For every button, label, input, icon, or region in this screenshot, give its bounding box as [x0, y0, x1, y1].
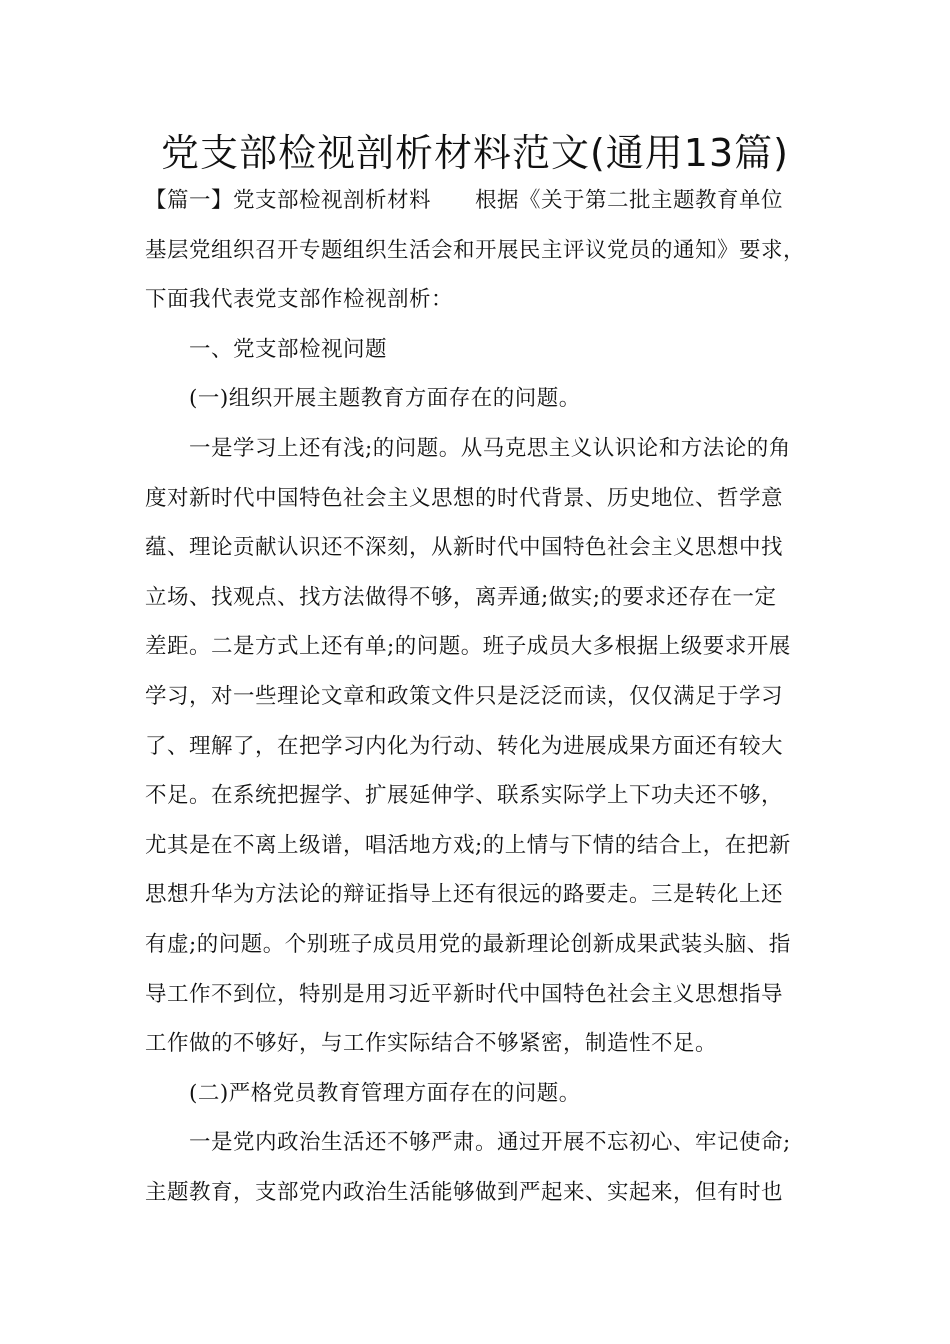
text-line: 一是党内政治生活还不够严肃。通过开展不忘初心、牢记使命;: [189, 1130, 791, 1156]
text-line: 一是学习上还有浅;的问题。从马克思主义认识论和方法论的角: [189, 435, 791, 461]
text-line: 学习，对一些理论文章和政策文件只是泛泛而读，仅仅满足于学习: [145, 683, 784, 709]
text-line: 了、理解了，在把学习内化为行动、转化为进展成果方面还有较大: [145, 733, 784, 759]
text-line: 尤其是在不离上级谱，唱活地方戏;的上情与下情的结合上，在把新: [145, 832, 791, 858]
document-title: 党支部检视剖析材料范文(通用13篇): [160, 131, 789, 175]
text-line: 有虚;的问题。个别班子成员用党的最新理论创新成果武装头脑、指: [145, 931, 791, 957]
text-line: 工作做的不够好，与工作实际结合不够紧密，制造性不足。: [145, 1031, 718, 1057]
text-line: 度对新时代中国特色社会主义思想的时代背景、历史地位、哲学意: [145, 485, 784, 511]
text-line: 立场、找观点、找方法做得不够，离弄通;做实;的要求还存在一定: [145, 584, 777, 610]
text-line: 主题教育，支部党内政治生活能够做到严起来、实起来，但有时也: [145, 1179, 784, 1205]
text-line: 导工作不到位，特别是用习近平新时代中国特色社会主义思想指导: [145, 981, 784, 1007]
text-line: 差距。二是方式上还有单;的问题。班子成员大多根据上级要求开展: [145, 634, 791, 660]
subsection-heading: (一)组织开展主题教育方面存在的问题。: [189, 386, 581, 412]
text-line: 下面我代表党支部作检视剖析：: [145, 287, 454, 313]
text-line: 不足。在系统把握学、扩展延伸学、联系实际学上下功夫还不够，: [145, 783, 784, 809]
text-line: 基层党组织召开专题组织生活会和开展民主评议党员的通知》要求，: [145, 237, 806, 263]
text-line: 蕴、理论贡献认识还不深刻，从新时代中国特色社会主义思想中找: [145, 535, 784, 561]
section-heading: 一、党支部检视问题: [189, 336, 388, 362]
text-line: 思想升华为方法论的辩证指导上还有很远的路要走。三是转化上还: [145, 882, 784, 908]
subsection-heading: (二)严格党员教育管理方面存在的问题。: [189, 1080, 581, 1106]
text-line: 【篇一】党支部检视剖析材料 根据《关于第二批主题教育单位: [145, 188, 784, 213]
document-body: [145, 176, 810, 1217]
